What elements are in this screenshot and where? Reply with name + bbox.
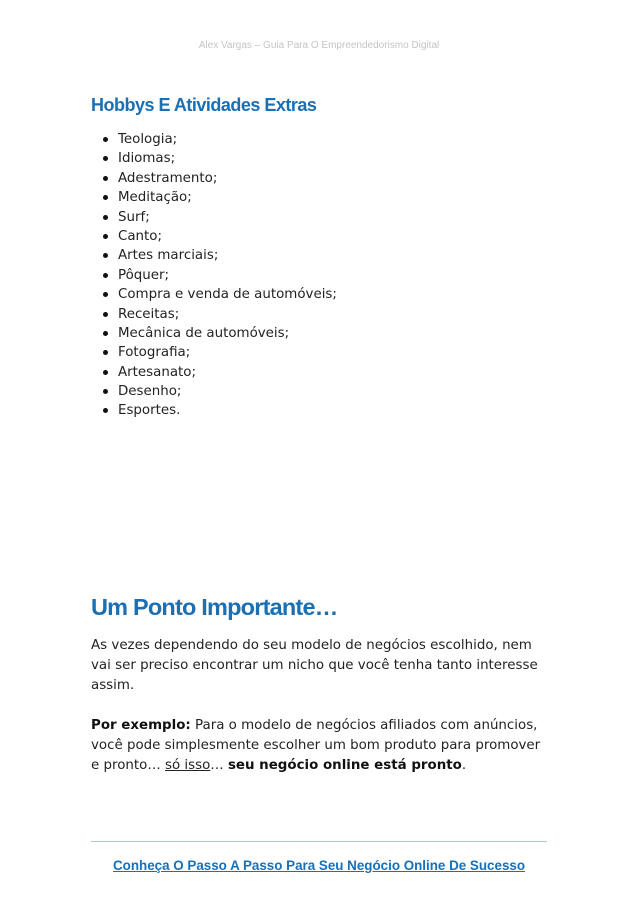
list-item (91, 246, 337, 265)
example-text: Para o modelo de negócios afiliados com anúncios, você pode simplesmente escolher um bom produto para promover e pronto… (91, 718, 541, 773)
example-paragraph (91, 716, 551, 776)
list-item-text: Adestramento; (118, 170, 218, 186)
important-heading: Um Ponto Importante… (91, 594, 338, 620)
footer-divider (91, 841, 547, 842)
list-item-text: Artes marciais; (118, 248, 219, 264)
bullet-icon (103, 176, 108, 181)
page-running-header: Alex Vargas – Guia Para O Empreendedorismo Digital (198, 40, 440, 51)
bullet-icon (103, 370, 108, 375)
list-item (91, 401, 337, 420)
list-item-text: Idiomas; (118, 151, 176, 167)
list-item-text: Teologia; (118, 132, 178, 147)
example-label: Por exemplo: (91, 718, 191, 733)
list-item (91, 305, 337, 324)
list-item (91, 266, 337, 285)
list-item (91, 169, 337, 188)
bullet-icon (103, 292, 108, 297)
list-item (91, 208, 337, 227)
list-item-text: Meditação; (118, 190, 192, 206)
list-item-text: Fotografia; (118, 345, 191, 361)
list-item (91, 227, 337, 246)
list-item (91, 285, 337, 304)
hobbies-list (91, 130, 337, 421)
list-item-text: Desenho; (118, 384, 182, 400)
list-item-text: Receitas; (118, 306, 180, 322)
footer-cta-link[interactable]: Conheça O Passo A Passo Para Seu Negócio Online De Sucesso (112, 858, 526, 873)
list-item-text: Mecânica de automóveis; (118, 325, 290, 341)
bullet-icon (103, 156, 108, 161)
bullet-icon (103, 312, 108, 317)
bullet-icon (103, 234, 108, 239)
bullet-icon (103, 331, 108, 336)
bullet-icon (103, 215, 108, 220)
list-item (91, 149, 337, 168)
list-item-text: Surf; (118, 209, 150, 225)
list-item-text: Pôquer; (118, 267, 170, 283)
list-item (91, 188, 337, 207)
bullet-icon (103, 253, 108, 258)
example-ellipsis: … (210, 758, 228, 773)
list-item (91, 324, 337, 343)
example-bold-ending: seu negócio online está pronto (227, 758, 462, 773)
example-underlined-text: só isso (164, 758, 211, 773)
bullet-icon (103, 389, 108, 394)
bullet-icon (103, 350, 108, 355)
list-item (91, 130, 337, 149)
list-item-text: Artesanato; (118, 364, 196, 380)
list-item (91, 382, 337, 401)
list-item-text: Esportes. (118, 403, 181, 419)
bullet-icon (103, 137, 108, 142)
bullet-icon (103, 273, 108, 278)
bullet-icon (103, 408, 108, 413)
bullet-icon (103, 195, 108, 200)
intro-paragraph: As vezes dependendo do seu modelo de negócios escolhido, nem vai ser preciso encontrar um nicho que você tenha tanto interesse assim. (91, 638, 538, 693)
list-item (91, 343, 337, 362)
list-item-text: Canto; (118, 228, 162, 244)
example-period: . (461, 758, 467, 773)
list-item (91, 363, 337, 382)
hobbies-heading: Hobbys E Atividades Extras (91, 95, 317, 115)
list-item-text: Compra e venda de automóveis; (118, 287, 337, 303)
